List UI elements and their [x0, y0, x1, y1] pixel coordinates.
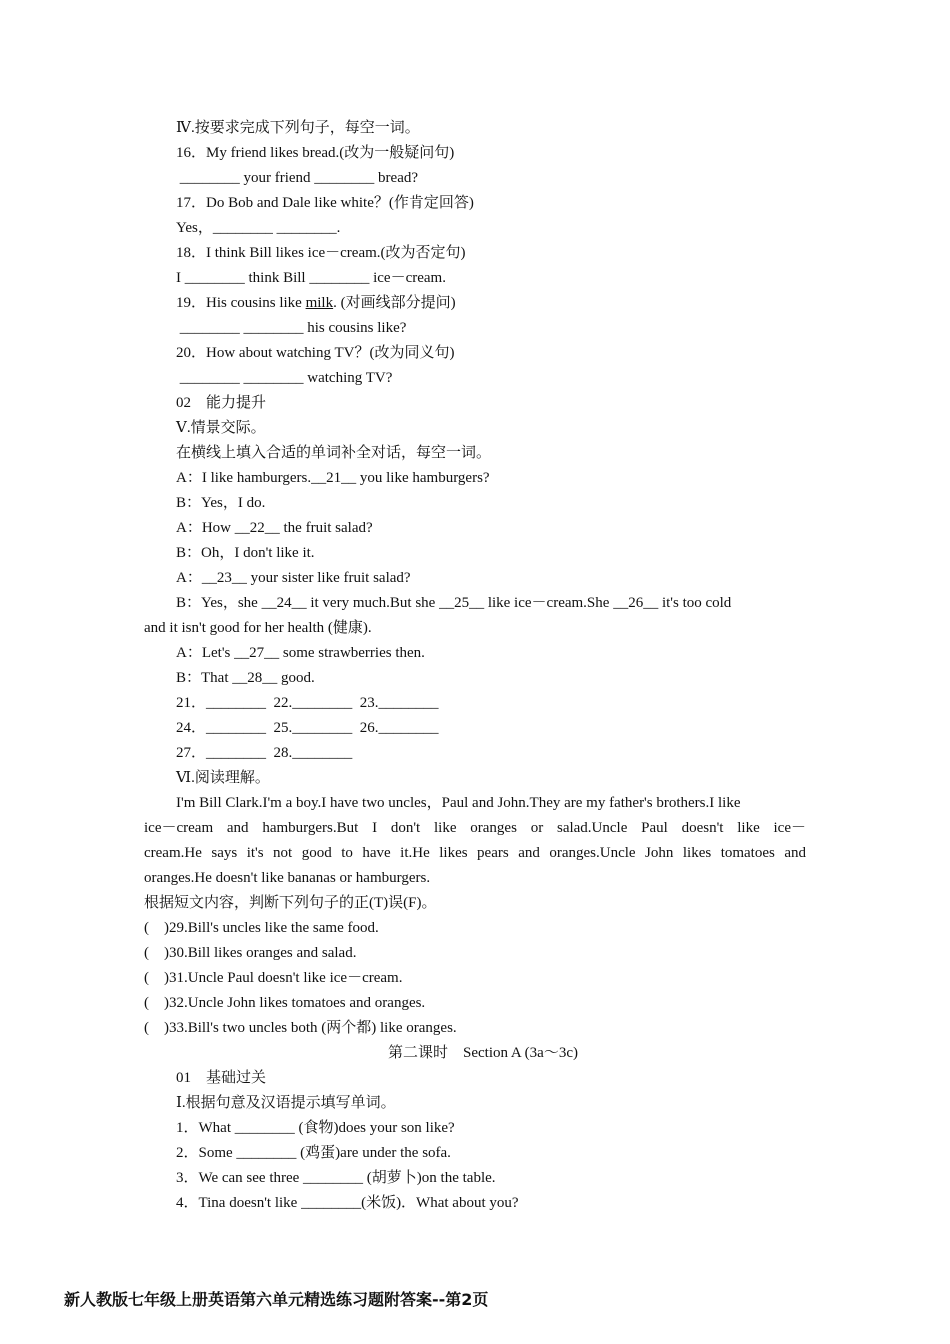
passage-line-3: cream.He says it's not good to have it.He likes pears and oranges.Uncle John likes tomatoes and: [144, 845, 806, 861]
question-3: 3．We can see three ________ (胡萝卜)on the table.: [176, 1170, 496, 1186]
dialogue-text: good.: [277, 670, 315, 686]
underlined-word: milk: [305, 295, 334, 311]
section-6-heading: Ⅵ.阅读理解。: [176, 770, 270, 786]
dialogue-text: like ice－cream.She: [484, 595, 614, 611]
dialogue-line-2: B：Yes，I do.: [176, 495, 266, 511]
question-1: 1．What ________ (食物)does your son like?: [176, 1120, 455, 1136]
question-20: 20．How about watching TV？(改为同义句): [176, 345, 455, 361]
question-16-answer-line: ________ your friend ________ bread?: [176, 170, 419, 186]
question-19-instruction: . (对画线部分提问): [333, 295, 456, 311]
dialogue-text: it very much.But she: [306, 595, 440, 611]
dialogue-line-1: [176, 468, 490, 488]
blank-22: __22__: [234, 520, 280, 536]
dialogue-line-6-continued: and it isn't good for her health (健康).: [144, 620, 372, 636]
question-2: 2．Some ________ (鸡蛋)are under the sofa.: [176, 1145, 451, 1161]
answer-row-1: 21．________ 22.________ 23.________: [176, 695, 439, 711]
dialogue-line-6: [176, 593, 731, 613]
part-02-heading: 02 能力提升: [176, 395, 267, 411]
blank-28: __28__: [232, 670, 278, 686]
dialogue-text: A：: [176, 570, 202, 586]
question-33: ( )33.Bill's two uncles both (两个都) like oranges.: [144, 1020, 457, 1036]
question-17-answer-line: Yes，________ ________.: [176, 220, 341, 236]
dialogue-line-7: [176, 643, 425, 663]
blank-23: __23__: [201, 570, 247, 586]
answer-row-3: 27．________ 28.________: [176, 745, 353, 761]
question-32: ( )32.Uncle John likes tomatoes and oranges.: [144, 995, 426, 1011]
part-01-heading: 01 基础过关: [176, 1070, 267, 1086]
question-30: ( )30.Bill likes oranges and salad.: [144, 945, 357, 961]
section-5-heading: Ⅴ.情景交际。: [176, 420, 266, 436]
dialogue-text: the fruit salad?: [279, 520, 373, 536]
dialogue-text: you like hamburgers?: [356, 470, 490, 486]
question-20-answer-line: ________ ________ watching TV?: [176, 370, 393, 386]
blank-24: __24__: [261, 595, 307, 611]
blank-21: __21__: [311, 470, 357, 486]
dialogue-line-3: [176, 518, 373, 538]
dialogue-line-8: [176, 668, 315, 688]
section-6-instruction: 根据短文内容，判断下列句子的正(T)误(F)。: [144, 895, 437, 911]
dialogue-text: B：Yes，she: [176, 595, 262, 611]
passage-line-2: ice－cream and hamburgers.But I don't like oranges or salad.Uncle Paul doesn't like ice－: [144, 820, 806, 836]
blank-25: __25__: [439, 595, 485, 611]
page-footer: 新人教版七年级上册英语第六单元精选练习题附答案--第2页: [64, 1290, 489, 1309]
dialogue-text: B：That: [176, 670, 233, 686]
dialogue-line-4: B：Oh，I don't like it.: [176, 545, 315, 561]
section-4-heading: Ⅳ.按要求完成下列句子，每空一词。: [176, 120, 420, 136]
question-16: 16．My friend likes bread.(改为一般疑问句): [176, 145, 455, 161]
dialogue-text: A：I like hamburgers.: [176, 470, 312, 486]
section-5-instruction: 在横线上填入合适的单词补全对话，每空一词。: [176, 445, 492, 461]
question-19: [176, 293, 456, 313]
question-17: 17．Do Bob and Dale like white？(作肯定回答): [176, 195, 474, 211]
question-31: ( )31.Uncle Paul doesn't like ice－cream.: [144, 970, 403, 986]
question-19-answer-line: ________ ________ his cousins like?: [176, 320, 407, 336]
question-18-answer-line: I ________ think Bill ________ ice－cream.: [176, 270, 446, 286]
blank-27: __27__: [234, 645, 280, 661]
dialogue-text: it's too cold: [658, 595, 732, 611]
dialogue-line-5: [176, 568, 411, 588]
passage-line-4: oranges.He doesn't like bananas or hamburgers.: [144, 870, 431, 886]
answer-row-2: 24．________ 25.________ 26.________: [176, 720, 439, 736]
dialogue-text: A：Let's: [176, 645, 235, 661]
dialogue-text: some strawberries then.: [279, 645, 425, 661]
blank-26: __26__: [613, 595, 659, 611]
passage-line-1: I'm Bill Clark.I'm a boy.I have two uncles，Paul and John.They are my father's brothers.I like: [176, 795, 741, 811]
lesson-2-title: 第二课时 Section A (3a～3c): [388, 1045, 578, 1061]
question-18: 18．I think Bill likes ice－cream.(改为否定句): [176, 245, 466, 261]
question-19-text: 19．His cousins like: [176, 295, 306, 311]
dialogue-text: your sister like fruit salad?: [246, 570, 411, 586]
section-1-heading: Ⅰ.根据句意及汉语提示填写单词。: [176, 1095, 396, 1111]
question-29: ( )29.Bill's uncles like the same food.: [144, 920, 379, 936]
question-4: 4．Tina doesn't like ________(米饭)．What about you?: [176, 1195, 519, 1211]
dialogue-text: A：How: [176, 520, 235, 536]
